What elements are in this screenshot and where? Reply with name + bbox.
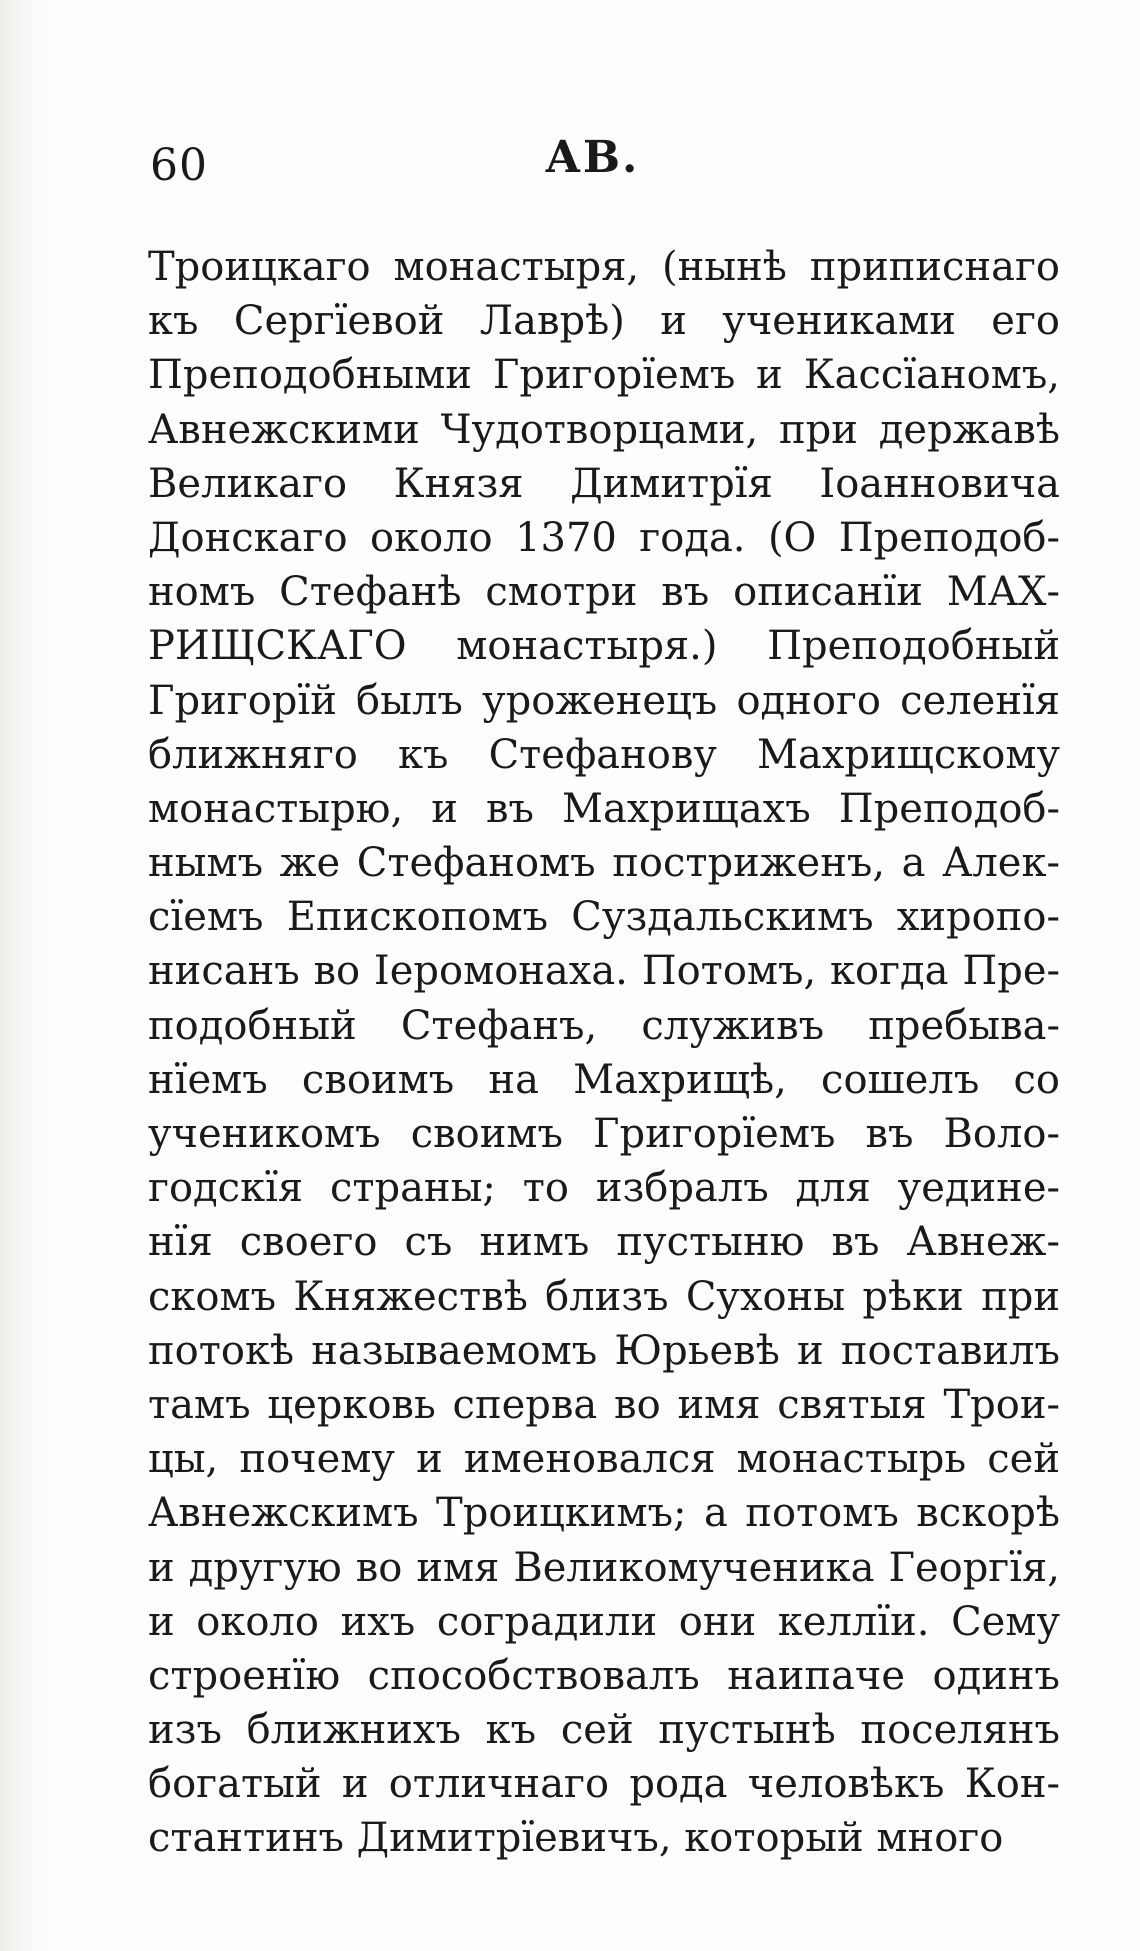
text-line: Великаго Князя Димитрїя Іоанновича [148, 460, 1060, 507]
text-line: строенїю способствовалъ наипаче одинъ [148, 1652, 1060, 1699]
text-line: нїя своего съ нимъ пустыню въ Авнеж- [148, 1219, 1060, 1266]
text-line: Троицкаго монастыря, (нынѣ приписнаго [148, 244, 1060, 290]
text-line: и другую во имя Великомученика Георгїя, [148, 1544, 1060, 1591]
text-line: сїемъ Епископомъ Суздальскимъ хиропо- [148, 894, 1060, 941]
text-line: монастырю, и въ Махрищахъ Преподоб- [148, 785, 1060, 832]
text-line: ученикомъ своимъ Григорїемъ въ Воло- [148, 1111, 1060, 1157]
running-head: АВ. [545, 132, 640, 183]
text-line: тамъ церковь сперва во имя святыя Трои- [148, 1381, 1060, 1428]
text-line: Авнежскимъ Троицкимъ; а потомъ вскорѣ [148, 1490, 1060, 1537]
text-line: изъ ближнихъ къ сей пустынѣ поселянъ [148, 1707, 1060, 1754]
text-line: къ Сергїевой Лаврѣ) и учениками его [148, 298, 1060, 345]
text-line: Донскаго около 1370 года. (О Преподоб- [148, 514, 1060, 561]
text-line: Авнежскими Чудотворцами, при державѣ [148, 406, 1060, 453]
page-number: 60 [150, 140, 208, 191]
text-line: нисанъ во Іеромонаха. Потомъ, когда Пре- [148, 948, 1060, 995]
text-line: Григорїй былъ уроженецъ одного селенїя [148, 677, 1060, 724]
text-line: и около ихъ соградили они келлїи. Сему [148, 1598, 1060, 1645]
text-line: Преподобными Григорїемъ и Кассїаномъ, [148, 352, 1060, 399]
text-line: потокѣ называемомъ Юрьевѣ и поставилъ [148, 1327, 1060, 1374]
text-line: годскїя страны; то избралъ для уедине- [148, 1165, 1060, 1212]
text-line: скомъ Княжествѣ близъ Сухоны рѣки при [148, 1273, 1060, 1320]
body-text [148, 240, 1060, 1866]
text-line: ближняго къ Стефанову Махрищскому [148, 731, 1060, 778]
text-line: подобный Стефанъ, служивъ пребыва- [148, 1002, 1060, 1049]
text-line: стантинъ Димитрїевичъ, который много [148, 1815, 1004, 1862]
text-line: РИЩСКАГО монастыря.) Преподобный [148, 623, 1060, 670]
text-line: номъ Стефанѣ смотри въ описанїи МАХ- [148, 569, 1060, 616]
text-line: нїемъ своимъ на Махрищѣ, сошелъ со [148, 1056, 1060, 1103]
text-line: цы, почему и именовался монастырь сей [148, 1436, 1060, 1483]
text-line: нымъ же Стефаномъ постриженъ, а Алек- [148, 840, 1060, 887]
text-line: богатый и отличнаго рода человѣкъ Кон- [148, 1761, 1060, 1808]
